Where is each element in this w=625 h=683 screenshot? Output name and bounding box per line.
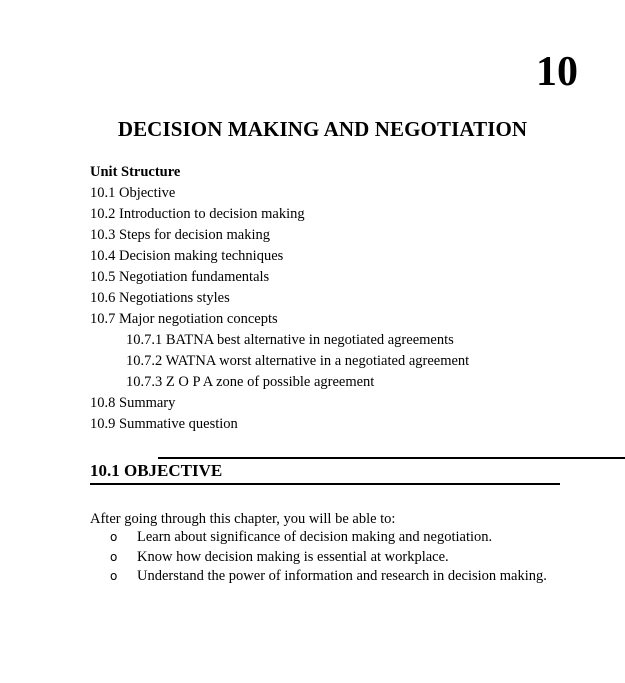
bullet-circle-icon: o [110, 569, 118, 583]
unit-item-techniques: 10.4 Decision making techniques [90, 248, 284, 264]
chapter-number: 10 [536, 49, 578, 95]
unit-item-objective: 10.1 Objective [90, 185, 176, 201]
bullet-circle-icon: o [110, 549, 118, 564]
unit-subitem-zopa: 10.7.3 Z O P A zone of possible agreement [126, 374, 375, 390]
unit-item-negotiation-fundamentals: 10.5 Negotiation fundamentals [90, 269, 270, 285]
unit-item-summary: 10.8 Summary [90, 395, 176, 411]
unit-item-introduction: 10.2 Introduction to decision making [90, 206, 305, 222]
unit-structure [90, 162, 610, 435]
unit-item-summative-question: 10.9 Summative question [90, 416, 238, 432]
section-heading-objective: 10.1 OBJECTIVE [90, 461, 223, 480]
unit-item-major-concepts: 10.7 Major negotiation concepts [90, 311, 278, 327]
objective-bullet [110, 529, 550, 546]
objective-bullet-list [110, 529, 550, 588]
chapter-title: DECISION MAKING AND NEGOTIATION [117, 117, 528, 141]
bullet-circle-icon: o [110, 530, 118, 544]
objective-bullet-text: Learn about significance of decision making and negotiation. [137, 529, 493, 545]
unit-item-steps: 10.3 Steps for decision making [90, 227, 271, 243]
unit-subitem-watna: 10.7.2 WATNA worst alternative in a negotiated agreement [126, 353, 470, 369]
unit-structure-heading: Unit Structure [90, 164, 181, 180]
objective-bullet [110, 549, 550, 566]
objective-intro: After going through this chapter, you will be able to: [90, 511, 396, 527]
objective-bullet [110, 568, 550, 585]
objective-bullet-text: Know how decision making is essential at workplace. [137, 548, 449, 565]
unit-item-negotiation-styles: 10.6 Negotiations styles [90, 290, 230, 306]
objective-bullet-text: Understand the power of information and research in decision making. [137, 568, 547, 584]
section-rule-bottom [90, 483, 560, 485]
unit-subitem-batna: 10.7.1 BATNA best alternative in negotiated agreements [126, 332, 454, 348]
section-rule-top [158, 457, 625, 459]
